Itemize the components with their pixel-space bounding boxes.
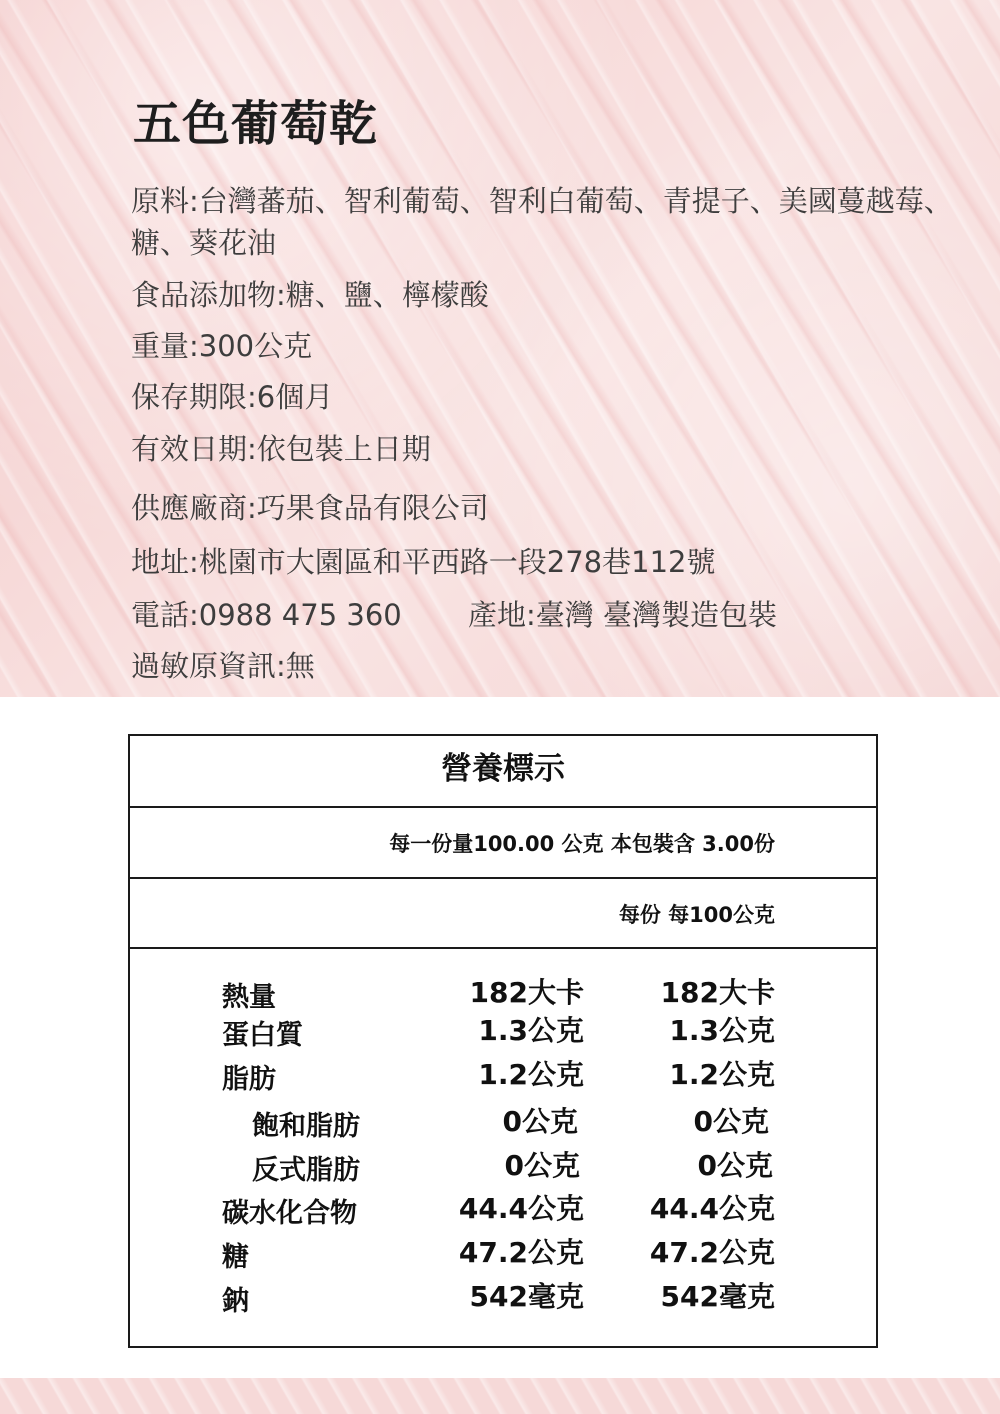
nutrient-row-sodium (130, 1279, 876, 1319)
nutrient-label: 蛋白質 (222, 1020, 303, 1051)
nutrient-per-100g: 1.2公克 (669, 1058, 775, 1091)
nutrient-row-protein (130, 1013, 876, 1053)
contact-row (131, 594, 777, 636)
nutrient-row-saturated-fat (130, 1104, 876, 1144)
additives-text: 食品添加物:糖、鹽、檸檬酸 (131, 278, 489, 312)
column-header-row (130, 879, 876, 949)
column-header-text: 每份 每100公克 (618, 903, 775, 927)
pink-bottom-strip (0, 1378, 1000, 1414)
nutrient-per-serving: 0公克 (502, 1105, 578, 1138)
nutrient-per-serving: 1.2公克 (478, 1058, 584, 1091)
nutrient-per-100g: 1.3公克 (669, 1014, 775, 1047)
origin-text: 產地:臺灣 臺灣製造包裝 (468, 598, 777, 632)
nutrient-label: 反式脂肪 (252, 1155, 360, 1186)
nutrient-row-trans-fat (130, 1148, 876, 1188)
serving-row (130, 808, 876, 879)
nutrient-per-serving: 44.4公克 (458, 1192, 584, 1225)
expiry-text: 有效日期:依包裝上日期 (131, 432, 431, 466)
nutrient-row-carbohydrate (130, 1191, 876, 1231)
nutrient-label: 糖 (222, 1242, 249, 1273)
nutrient-per-100g: 47.2公克 (649, 1236, 775, 1269)
nutrient-per-100g: 542毫克 (660, 1280, 775, 1313)
shelf-life-text: 保存期限:6個月 (131, 380, 334, 414)
serving-text: 每一份量100.00 公克 本包裝含 3.00份 (389, 832, 775, 856)
nutrient-label: 碳水化合物 (222, 1198, 357, 1229)
nutrient-label: 脂肪 (222, 1064, 276, 1095)
nutrient-per-100g: 0公克 (693, 1105, 769, 1138)
weight-text: 重量:300公克 (131, 329, 313, 363)
nutrient-per-100g: 44.4公克 (649, 1192, 775, 1225)
nutrition-title: 營養標示 (130, 736, 876, 808)
ingredients-text: 原料:台灣蕃茄、智利葡萄、智利白葡萄、青提子、美國蔓越莓、糖、葵花油 (131, 184, 953, 260)
nutrient-label: 鈉 (222, 1286, 249, 1317)
supplier-text: 供應廠商:巧果食品有限公司 (131, 491, 489, 525)
nutrient-row-fat (130, 1057, 876, 1097)
nutrition-body (130, 949, 876, 1344)
nutrient-per-100g: 182大卡 (660, 976, 775, 1009)
product-title: 五色葡萄乾 (133, 96, 379, 152)
nutrient-per-100g: 0公克 (697, 1149, 773, 1182)
nutrient-row-sugar (130, 1235, 876, 1275)
nutrient-per-serving: 1.3公克 (478, 1014, 584, 1047)
nutrient-label: 飽和脂肪 (252, 1111, 360, 1142)
address-text: 地址:桃園市大園區和平西路一段278巷112號 (131, 545, 716, 579)
allergen-text: 過敏原資訊:無 (131, 649, 315, 683)
nutrition-table (128, 734, 878, 1348)
nutrient-per-serving: 182大卡 (469, 976, 584, 1009)
nutrient-per-serving: 47.2公克 (458, 1236, 584, 1269)
nutrient-per-serving: 0公克 (504, 1149, 580, 1182)
phone-text: 電話:0988 475 360 (131, 598, 402, 632)
nutrient-label: 熱量 (222, 982, 276, 1013)
nutrient-per-serving: 542毫克 (469, 1280, 584, 1313)
